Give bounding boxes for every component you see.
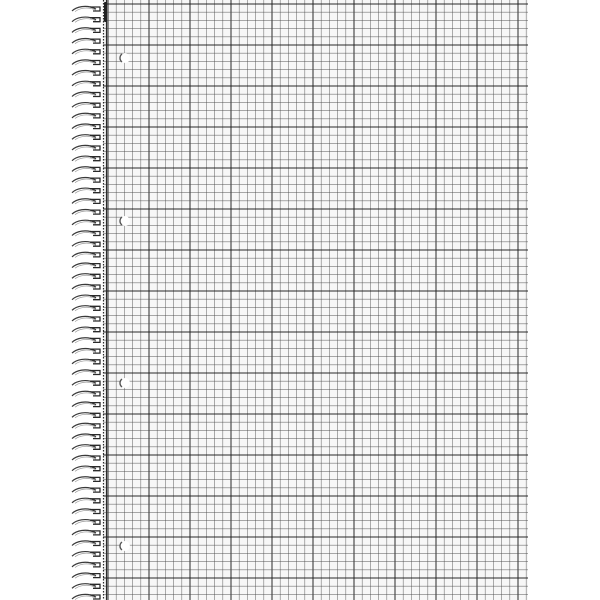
spiral-coil bbox=[72, 17, 100, 22]
binding-clip bbox=[104, 2, 107, 22]
spiral-coil bbox=[72, 466, 100, 471]
spiral-wire-highlight bbox=[75, 286, 96, 290]
spiral-coil bbox=[72, 370, 100, 375]
spiral-coil bbox=[72, 177, 100, 182]
spiral-coil bbox=[72, 103, 100, 108]
spiral-wire-highlight bbox=[75, 489, 96, 493]
spiral-wire-highlight bbox=[75, 83, 96, 87]
spiral-coil bbox=[72, 434, 100, 439]
spiral-wire-highlight bbox=[75, 51, 96, 55]
spiral-coil bbox=[72, 306, 100, 311]
spiral-coil bbox=[72, 413, 100, 418]
spiral-coil bbox=[72, 28, 100, 33]
spiral-wire-highlight bbox=[75, 222, 96, 226]
spiral-wire-highlight bbox=[75, 500, 96, 504]
spiral-wire-highlight bbox=[75, 510, 96, 514]
spiral-wire-highlight bbox=[75, 371, 96, 375]
spiral-coil bbox=[72, 455, 100, 460]
spiral-coil bbox=[72, 487, 100, 492]
spiral-coil bbox=[72, 316, 100, 321]
spiral-coil bbox=[72, 6, 100, 11]
spiral-wire-highlight bbox=[75, 190, 96, 194]
spiral-wire-highlight bbox=[75, 350, 96, 354]
spiral-coil bbox=[72, 242, 100, 247]
spiral-coil bbox=[72, 573, 100, 578]
spiral-wire-highlight bbox=[75, 393, 96, 397]
spiral-coil bbox=[72, 38, 100, 43]
spiral-wire-highlight bbox=[75, 158, 96, 162]
spiral-wire-highlight bbox=[75, 115, 96, 119]
spiral-coil bbox=[72, 562, 100, 567]
spiral-wire-highlight bbox=[75, 436, 96, 440]
spiral-coil bbox=[72, 402, 100, 407]
spiral-wire-highlight bbox=[75, 414, 96, 418]
punch-hole bbox=[120, 53, 130, 63]
spiral-coil bbox=[72, 520, 100, 525]
spiral-wire-highlight bbox=[75, 104, 96, 108]
spiral-coil bbox=[72, 220, 100, 225]
spiral-wire-highlight bbox=[75, 168, 96, 172]
spiral-coil bbox=[72, 70, 100, 75]
spiral-wire-highlight bbox=[75, 136, 96, 140]
spiral-wire-highlight bbox=[75, 596, 96, 600]
spiral-wire-highlight bbox=[75, 8, 96, 12]
spiral-wire-highlight bbox=[75, 179, 96, 183]
spiral-wire-highlight bbox=[75, 29, 96, 33]
spiral-wire-highlight bbox=[75, 457, 96, 461]
spiral-coil bbox=[72, 209, 100, 214]
spiral-wire-highlight bbox=[75, 318, 96, 322]
spiral-coil bbox=[72, 81, 100, 86]
punch-hole bbox=[120, 541, 130, 551]
spiral-wire-highlight bbox=[75, 297, 96, 301]
spiral-coil bbox=[72, 252, 100, 257]
spiral-wire-highlight bbox=[75, 446, 96, 450]
spiral-wire-highlight bbox=[75, 361, 96, 365]
spiral-coil bbox=[72, 156, 100, 161]
spiral-coil bbox=[72, 231, 100, 236]
spiral-coil bbox=[72, 348, 100, 353]
spiral-binding bbox=[72, 6, 100, 599]
spiral-wire-highlight bbox=[75, 404, 96, 408]
spiral-wire-highlight bbox=[75, 40, 96, 44]
spiral-coil bbox=[72, 477, 100, 482]
spiral-wire-highlight bbox=[75, 93, 96, 97]
spiral-wire-highlight bbox=[75, 532, 96, 536]
spiral-wire-highlight bbox=[75, 521, 96, 525]
spiral-coil bbox=[72, 113, 100, 118]
spiral-coil bbox=[72, 498, 100, 503]
spiral-wire-highlight bbox=[75, 211, 96, 215]
spiral-coil bbox=[72, 124, 100, 129]
spiral-coil bbox=[72, 295, 100, 300]
spiral-coil bbox=[72, 284, 100, 289]
spiral-coil bbox=[72, 584, 100, 589]
spiral-wire-highlight bbox=[75, 468, 96, 472]
spiral-coil bbox=[72, 327, 100, 332]
spiral-wire-highlight bbox=[75, 200, 96, 204]
spiral-coil bbox=[72, 263, 100, 268]
spiral-coil bbox=[72, 423, 100, 428]
spiral-coil bbox=[72, 359, 100, 364]
spiral-wire-highlight bbox=[75, 553, 96, 557]
spiral-wire-highlight bbox=[75, 575, 96, 579]
spiral-coil bbox=[72, 49, 100, 54]
paper-sheet bbox=[103, 0, 528, 600]
spiral-wire-highlight bbox=[75, 564, 96, 568]
spiral-coil bbox=[72, 92, 100, 97]
spiral-coil bbox=[72, 274, 100, 279]
spiral-wire-highlight bbox=[75, 243, 96, 247]
spiral-wire-highlight bbox=[75, 61, 96, 65]
spiral-coil bbox=[72, 199, 100, 204]
spiral-wire-highlight bbox=[75, 72, 96, 76]
spiral-wire-highlight bbox=[75, 275, 96, 279]
spiral-wire-highlight bbox=[75, 265, 96, 269]
spiral-coil bbox=[72, 594, 100, 599]
spiral-wire-highlight bbox=[75, 585, 96, 589]
spiral-wire-highlight bbox=[75, 329, 96, 333]
spiral-coil bbox=[72, 188, 100, 193]
punch-hole bbox=[120, 216, 130, 226]
spiral-coil bbox=[72, 541, 100, 546]
spiral-wire-highlight bbox=[75, 542, 96, 546]
spiral-coil bbox=[72, 445, 100, 450]
spiral-wire-highlight bbox=[75, 478, 96, 482]
spiral-coil bbox=[72, 60, 100, 65]
spiral-coil bbox=[72, 145, 100, 150]
spiral-coil bbox=[72, 530, 100, 535]
spiral-wire-highlight bbox=[75, 147, 96, 151]
spiral-wire-highlight bbox=[75, 19, 96, 23]
spiral-wire-highlight bbox=[75, 232, 96, 236]
spiral-coil bbox=[72, 552, 100, 557]
spiral-wire-highlight bbox=[75, 382, 96, 386]
spiral-wire-highlight bbox=[75, 254, 96, 258]
spiral-wire-highlight bbox=[75, 339, 96, 343]
spiral-coil bbox=[72, 135, 100, 140]
punch-hole bbox=[120, 378, 130, 388]
spiral-coil bbox=[72, 391, 100, 396]
spiral-coil bbox=[72, 381, 100, 386]
spiral-wire-highlight bbox=[75, 425, 96, 429]
spiral-coil bbox=[72, 338, 100, 343]
spiral-wire-highlight bbox=[75, 307, 96, 311]
spiral-wire-highlight bbox=[75, 126, 96, 130]
spiral-coil bbox=[72, 167, 100, 172]
spiral-coil bbox=[72, 509, 100, 514]
